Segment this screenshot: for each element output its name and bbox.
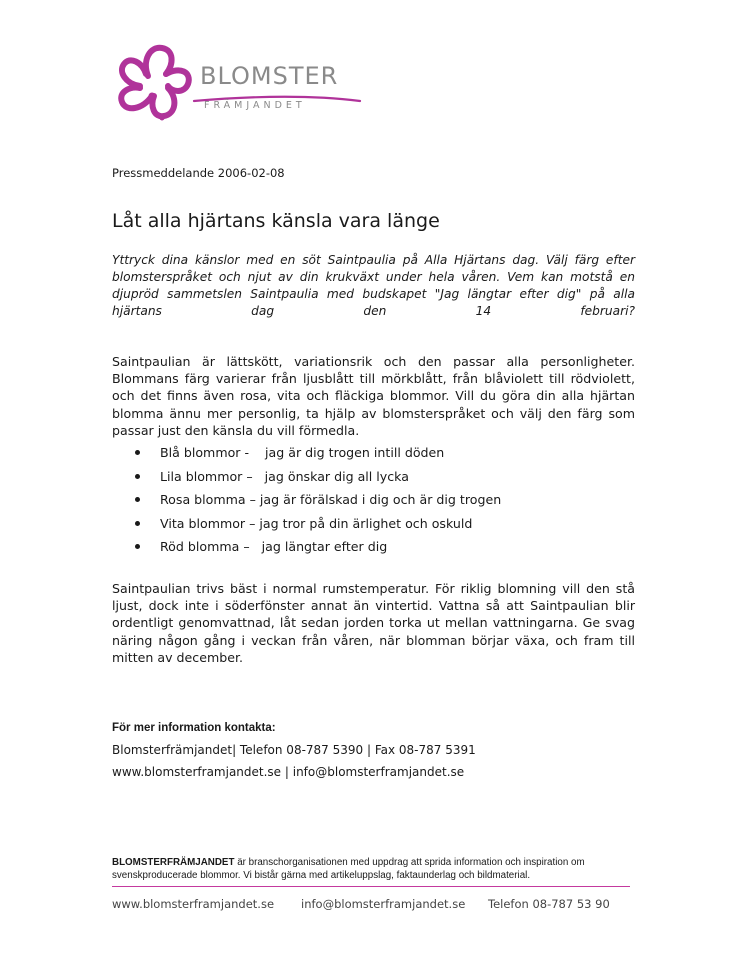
list-item: Lila blommor – jag önskar dig all lycka — [112, 468, 501, 492]
logo-wordmark: BLOMSTER — [200, 62, 339, 90]
logo — [112, 42, 362, 126]
body-paragraph-1: Saintpaulian är lättskött, variationsrik och den passar alla personligheter. Blommans färg varierar från ljusblått till mörkblått, från blåviolett till rödviolett, och det finns även rosa, vita och fläckiga blommor. Vill du göra din alla hjärtan blomma ännu mer personlig, ta hjälp av blomsterspråket och välj den färg som passar just den känsla du vill förmedla. — [112, 354, 635, 438]
footer-organisation-note — [112, 856, 632, 882]
body-paragraph-2: Saintpaulian trivs bäst i normal rumstemperatur. För riklig blomning vill den stå ljust, dock inte i söderfönster annat än vintertid. Vattna så att Saintpaulian blir ordentligt genomvattnad, låt sedan jorden torka ut mellan vattningarna. Ge svag näring någon gång i veckan från våren, när blomman börjar växa, och fram till mitten av december. — [112, 581, 635, 665]
footer-email-link[interactable]: info@blomsterframjandet.se — [301, 897, 466, 911]
list-item: Rosa blomma – jag är förälskad i dig och är dig trogen — [112, 491, 501, 515]
footer-org-description: är branschorganisationen med uppdrag att sprida information och inspiration om svenskproducerade blommor. Vi bistår gärna med artikeluppslag, faktaunderlag och bildmaterial. — [112, 857, 585, 881]
footer-org-name: BLOMSTERFRÄMJANDET — [112, 857, 235, 868]
footer-phone: Telefon 08-787 53 90 — [488, 897, 610, 911]
list-item: Röd blomma – jag längtar efter dig — [112, 538, 501, 562]
contact-line-web: www.blomsterframjandet.se | info@blomsterframjandet.se — [112, 765, 465, 779]
press-release-date: Pressmeddelande 2006-02-08 — [112, 166, 285, 180]
logo-subtitle: FRÄMJANDET — [204, 100, 306, 111]
footer-divider — [112, 886, 630, 887]
list-item: Blå blommor - jag är dig trogen intill döden — [112, 444, 501, 468]
contact-line-phone: Blomsterfrämjandet| Telefon 08-787 5390 | Fax 08-787 5391 — [112, 743, 476, 757]
page-title: Låt alla hjärtans känsla vara länge — [112, 210, 440, 232]
contact-heading: För mer information kontakta: — [112, 722, 276, 734]
footer-web-link[interactable]: www.blomsterframjandet.se — [112, 897, 275, 911]
flower-logo-icon — [112, 42, 202, 126]
lead-paragraph: Yttryck dina känslor med en söt Saintpaulia på Alla Hjärtans dag. Välj färg efter blomsterspråket och njut av din krukväxt under hela våren. Vem kan motstå en djupröd sammetslen Saintpaulia med budskapet "Jag längtar efter dig" på alla hjärtans dag den 14 februari? — [112, 253, 635, 318]
list-item: Vita blommor – jag tror på din ärlighet och oskuld — [112, 515, 501, 539]
color-meaning-list — [112, 444, 501, 562]
